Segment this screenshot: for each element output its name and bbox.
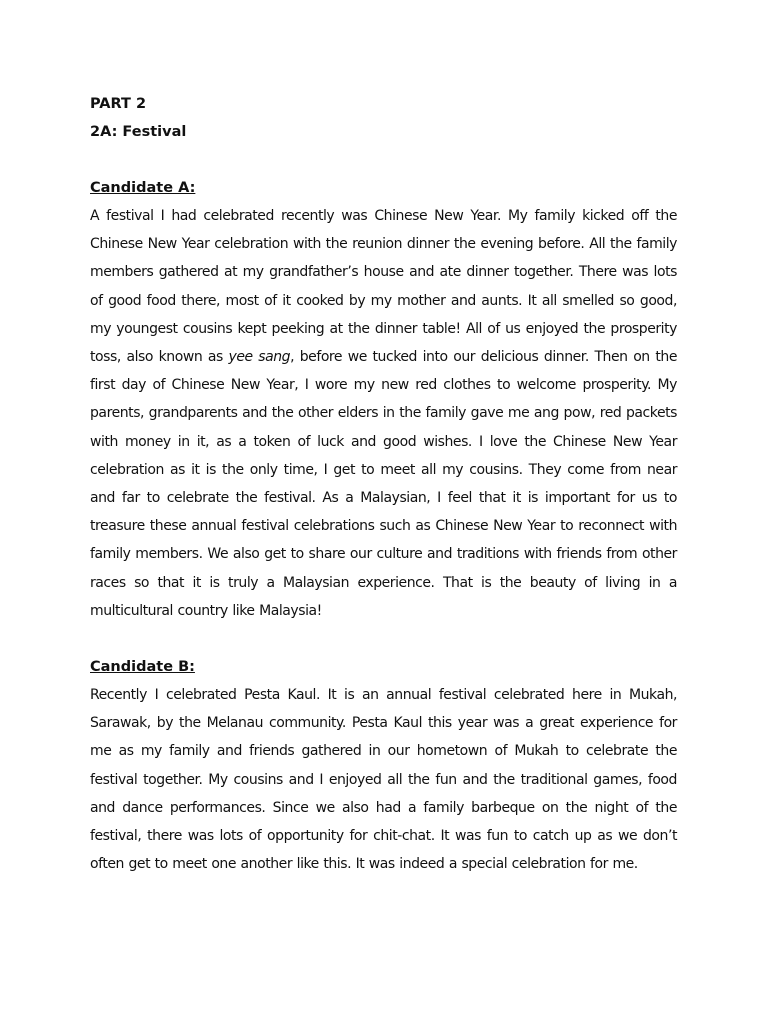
spacer — [90, 625, 677, 653]
candidate-a-text-end: , before we tucked into our delicious dinner. Then on the first day of Chinese New Year, I wore my new red clothes to welcome prosperity. My parents, grandparents and the other elders in the family gave me ang pow, red packets with money in it, as a token of luck and good wishes. I love the Chinese New Year celebration as it is the only time, I get to meet all my cousins. They come from near and far to celebrate the festival. As a Malaysian, I feel that it is important for us to treasure these annual festival celebrations such as Chinese New Year to reconnect with family members. We also get to share our culture and traditions with friends from other races so that it is truly a Malaysian experience. That is the beauty of living in a multicultural country like Malaysia! — [90, 349, 677, 619]
section-title: 2A: Festival — [90, 124, 187, 140]
candidate-b-label: Candidate B: — [90, 659, 195, 676]
candidate-a-paragraph — [90, 202, 677, 625]
candidate-a-text-start: A festival I had celebrated recently was Chinese New Year. My family kicked off the Chinese New Year celebration with the reunion dinner the evening before. All the family members gathered at my grandfather’s house and ate dinner together. There was lots of good food there, most of it cooked by my mother and aunts. It all smelled so good, my youngest cousins kept peeking at the dinner table! All of us enjoyed the prosperity toss, also known as — [90, 208, 677, 366]
candidate-a-italic-term: yee sang — [228, 349, 291, 366]
candidate-b-paragraph: Recently I celebrated Pesta Kaul. It is an annual festival celebrated here in Mukah, Sarawak, by the Melanau community. Pesta Kaul this year was a great experience for me as my family and friends gathered in our hometown of Mukah to celebrate the festival together. My cousins and I enjoyed all the fun and the traditional games, food and dance performances. Since we also had a family barbeque on the night of the festival, there was lots of opportunity for chit-chat. It was fun to catch up as we don’t often get to meet one another like this. It was indeed a special celebration for me. — [90, 687, 677, 873]
part-title: PART 2 — [90, 96, 147, 112]
document-page — [90, 90, 677, 878]
candidate-a-label: Candidate A: — [90, 180, 196, 196]
spacer — [90, 146, 677, 174]
